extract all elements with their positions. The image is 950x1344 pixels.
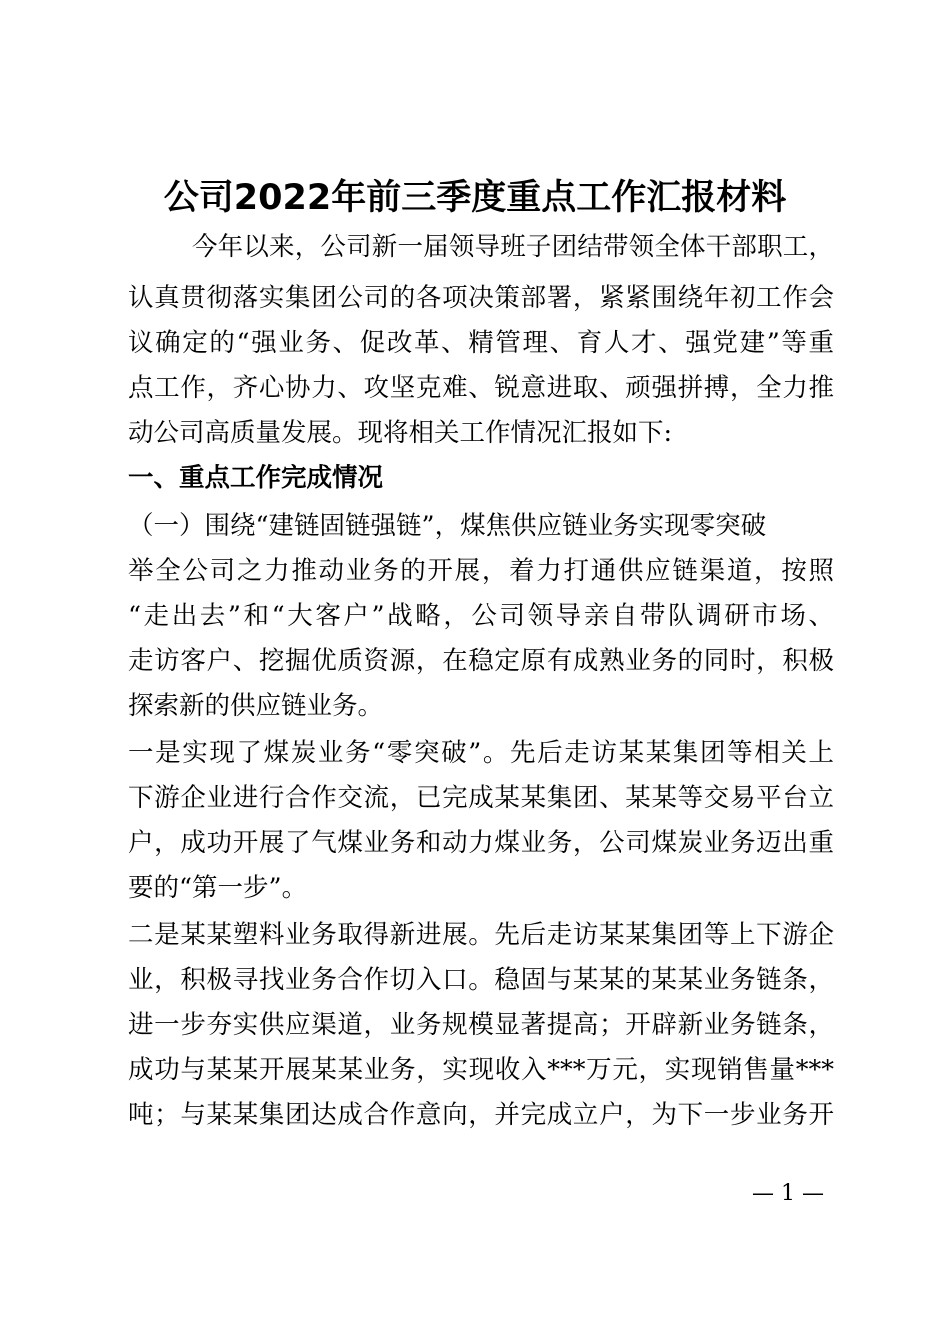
paragraph-line: 下游企业进行合作交流，已完成某某集团、某某等交易平台立 [128, 783, 834, 813]
intro-line: 点工作，齐心协力、攻坚克难、锐意进取、顽强拼搏，全力推 [128, 373, 834, 403]
section-heading: 一、重点工作完成情况 [128, 463, 384, 493]
document-title: 公司2022年前三季度重点工作汇报材料 [163, 178, 787, 218]
paragraph-line: “走出去”和“大客户”战略，公司领导亲自带队调研市场、 [128, 601, 834, 631]
paragraph-line: 成功与某某开展某某业务，实现收入***万元，实现销售量*** [128, 1055, 834, 1085]
paragraph-line: 进一步夯实供应渠道，业务规模显著提高；开辟新业务链条， [128, 1010, 834, 1040]
page-number: — 1 — [752, 1181, 824, 1206]
intro-line: 今年以来，公司新一届领导班子团结带领全体干部职工， [192, 232, 834, 262]
intro-line: 动公司高质量发展。现将相关工作情况汇报如下: [128, 418, 673, 448]
paragraph-line: 要的“第一步”。 [128, 873, 308, 903]
paragraph-line: 吨；与某某集团达成合作意向，并完成立户，为下一步业务开 [128, 1100, 834, 1130]
paragraph-line: 业，积极寻找业务合作切入口。稳固与某某的某某业务链条， [128, 965, 834, 995]
paragraph-line: 走访客户、挖掘优质资源，在稳定原有成熟业务的同时，积极 [128, 646, 834, 676]
paragraph-line: 举全公司之力推动业务的开展，着力打通供应链渠道，按照 [128, 556, 834, 586]
paragraph-line: 二是某某塑料业务取得新进展。先后走访某某集团等上下游企 [128, 920, 834, 950]
subsection-heading: （一）围绕“建链固链强链”，煤焦供应链业务实现零突破 [128, 511, 767, 541]
intro-line: 议确定的“强业务、促改革、精管理、育人才、强党建”等重 [128, 328, 834, 358]
paragraph-line: 户，成功开展了气煤业务和动力煤业务，公司煤炭业务迈出重 [128, 828, 834, 858]
paragraph-line: 探索新的供应链业务。 [128, 691, 384, 721]
paragraph-line: 一是实现了煤炭业务“零突破”。先后走访某某集团等相关上 [128, 738, 834, 768]
intro-line: 认真贯彻落实集团公司的各项决策部署，紧紧围绕年初工作会 [128, 283, 834, 313]
